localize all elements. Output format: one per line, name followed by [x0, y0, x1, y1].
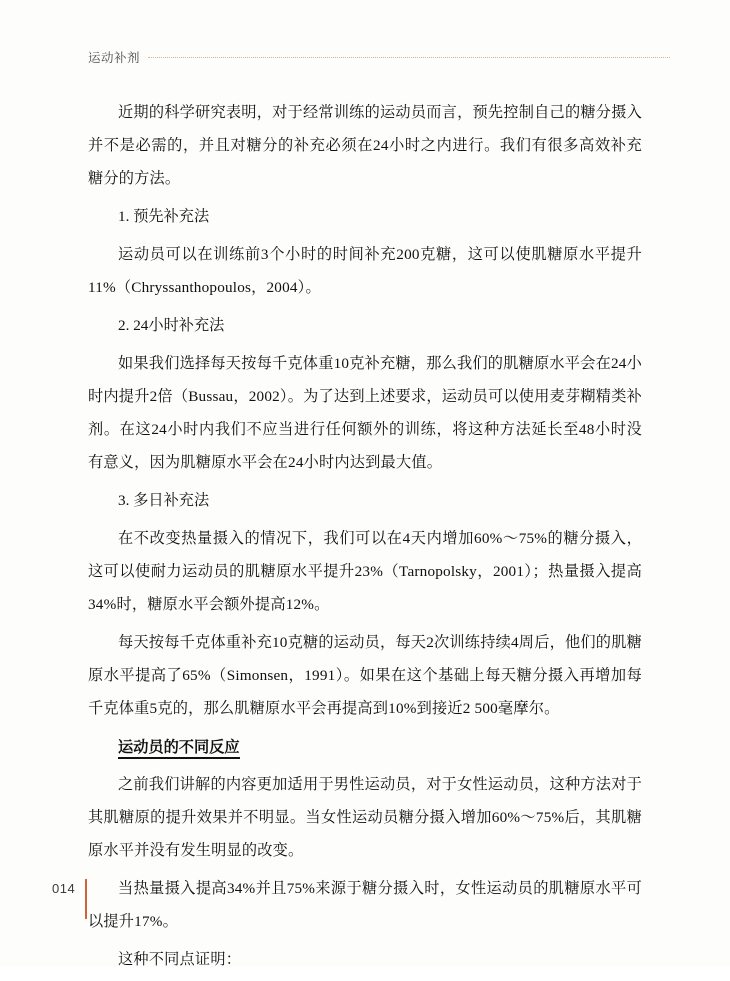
paragraph: 近期的科学研究表明，对于经常训练的运动员而言，预先控制自己的糖分摄入并不是必需的，并且对糖分的补充必须在24小时之内进行。我们有很多高效补充糖分的方法。	[88, 104, 642, 187]
numbered-heading-2: 2. 24小时补充法	[118, 317, 225, 334]
section-heading	[88, 731, 642, 764]
paragraph: 运动员可以在训练前3个小时的时间补充200克糖，这可以使肌糖原水平提升11%（Chryssanthopoulos，2004）。	[88, 246, 642, 296]
footer-accent-rule	[85, 879, 87, 919]
numbered-heading-1: 1. 预先补充法	[118, 208, 210, 225]
body-content	[88, 96, 642, 981]
paragraph: 这种不同点证明：	[118, 951, 242, 968]
section-heading-text: 运动员的不同反应	[118, 739, 240, 759]
paragraph: 每天按每千克体重补充10克糖的运动员，每天2次训练持续4周后，他们的肌糖原水平提高了65%（Simonsen，1991）。如果在这个基础上每天糖分摄入再增加每千克体重5克的，那么肌糖原水平会再提高到10%到接近2 500毫摩尔。	[88, 634, 642, 717]
page-footer	[52, 879, 87, 919]
paragraph: 当热量摄入提高34%并且75%来源于糖分摄入时，女性运动员的肌糖原水平可以提升17%。	[88, 880, 642, 930]
header-dotted-rule	[148, 56, 670, 58]
numbered-heading-3: 3. 多日补充法	[118, 492, 210, 509]
paragraph: 在不改变热量摄入的情况下，我们可以在4天内增加60%～75%的糖分摄入，这可以使耐力运动员的肌糖原水平提升23%（Tarnopolsky，2001）；热量摄入提高34%时，糖原水平会额外提高12%。	[88, 530, 642, 613]
running-header-title: 运动补剂	[88, 51, 141, 65]
page-number: 014	[52, 881, 76, 896]
paragraph: 如果我们选择每天按每千克体重10克补充糖，那么我们的肌糖原水平会在24小时内提升2倍（Bussau，2002）。为了达到上述要求，运动员可以使用麦芽糊精类补剂。在这24小时内我们不应当进行任何额外的训练，将这种方法延长至48小时没有意义，因为肌糖原水平会在24小时内达到最大值。	[88, 355, 642, 471]
running-header	[88, 48, 670, 66]
paragraph: 之前我们讲解的内容更加适用于男性运动员，对于女性运动员，这种方法对于其肌糖原的提升效果并不明显。当女性运动员糖分摄入增加60%～75%后，其肌糖原水平并没有发生明显的改变。	[88, 776, 642, 859]
